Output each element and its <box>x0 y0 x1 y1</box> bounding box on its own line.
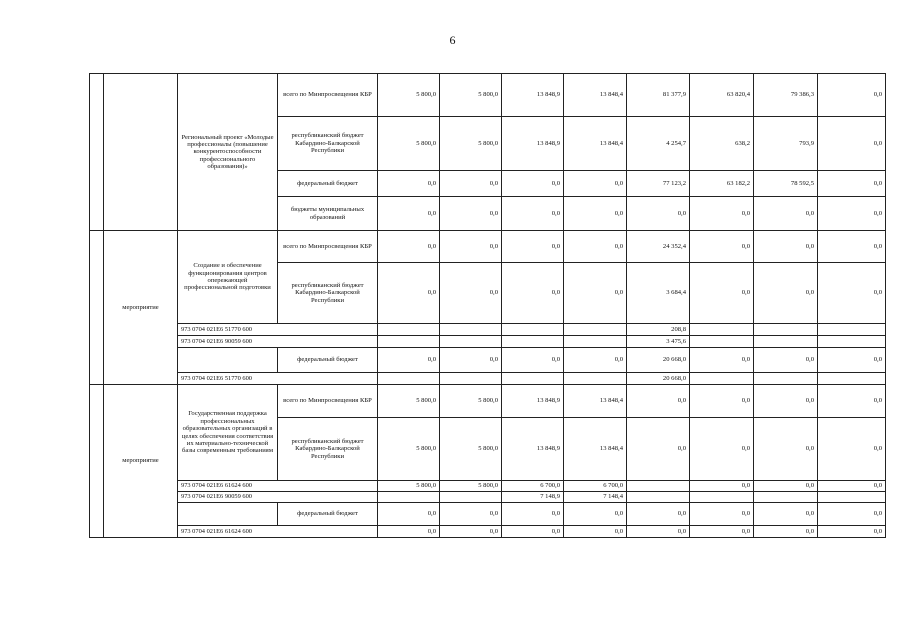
amount-cell: 0,0 <box>690 503 754 526</box>
amount-cell: 0,0 <box>502 231 564 263</box>
amount-cell: 0,0 <box>754 263 818 324</box>
amount-cell: 13 848,4 <box>564 385 627 418</box>
amount-cell: 0,0 <box>627 385 690 418</box>
table-row <box>90 348 886 373</box>
amount-cell: 0,0 <box>502 526 564 538</box>
amount-cell: 0,0 <box>378 263 440 324</box>
amount-cell: 0,0 <box>564 526 627 538</box>
activity-type-cell: мероприятие <box>104 231 178 385</box>
amount-cell: 0,0 <box>378 503 440 526</box>
activity-type-cell: мероприятие <box>104 385 178 538</box>
amount-cell: 0,0 <box>818 385 886 418</box>
amount-cell: 13 848,4 <box>564 418 627 481</box>
amount-cell: 13 848,4 <box>564 74 627 117</box>
amount-cell <box>818 336 886 348</box>
amount-cell: 0,0 <box>440 197 502 231</box>
table-row <box>90 324 886 336</box>
amount-cell: 20 668,0 <box>627 373 690 385</box>
funding-source-cell: всего по Минпросвещения КБР <box>278 385 378 418</box>
amount-cell: 0,0 <box>754 503 818 526</box>
amount-cell <box>754 492 818 503</box>
amount-cell: 0,0 <box>378 197 440 231</box>
amount-cell: 0,0 <box>378 171 440 197</box>
amount-cell: 13 848,4 <box>564 117 627 171</box>
budget-code-cell: 973 0704 021Е6 51770 600 <box>178 373 378 385</box>
empty-name-cell <box>178 503 278 526</box>
amount-cell: 0,0 <box>627 197 690 231</box>
amount-cell: 0,0 <box>564 263 627 324</box>
amount-cell: 0,0 <box>440 171 502 197</box>
amount-cell <box>818 492 886 503</box>
table-row <box>90 336 886 348</box>
amount-cell: 5 800,0 <box>440 385 502 418</box>
amount-cell <box>690 492 754 503</box>
amount-cell: 63 182,2 <box>690 171 754 197</box>
amount-cell: 5 800,0 <box>440 117 502 171</box>
amount-cell: 0,0 <box>754 481 818 492</box>
amount-cell <box>690 336 754 348</box>
amount-cell: 20 668,0 <box>627 348 690 373</box>
budget-code-cell: 973 0704 021Е6 61624 600 <box>178 526 378 538</box>
amount-cell: 13 848,9 <box>502 385 564 418</box>
amount-cell <box>627 481 690 492</box>
activity-name-cell: Создание и обеспечение функционирования центров опережающей профессиональной подготовки <box>178 231 278 324</box>
table-row <box>90 492 886 503</box>
amount-cell: 0,0 <box>754 197 818 231</box>
amount-cell <box>564 373 627 385</box>
amount-cell: 7 148,9 <box>502 492 564 503</box>
amount-cell <box>440 336 502 348</box>
amount-cell: 0,0 <box>502 348 564 373</box>
amount-cell: 0,0 <box>690 197 754 231</box>
amount-cell: 6 700,0 <box>502 481 564 492</box>
amount-cell: 0,0 <box>502 263 564 324</box>
amount-cell: 81 377,9 <box>627 74 690 117</box>
amount-cell <box>502 373 564 385</box>
amount-cell: 63 820,4 <box>690 74 754 117</box>
amount-cell: 13 848,9 <box>502 74 564 117</box>
amount-cell <box>440 492 502 503</box>
activity-type-cell <box>104 74 178 231</box>
amount-cell: 0,0 <box>690 231 754 263</box>
table-row <box>90 503 886 526</box>
amount-cell: 5 800,0 <box>378 385 440 418</box>
amount-cell: 0,0 <box>818 171 886 197</box>
amount-cell <box>690 324 754 336</box>
table-row <box>90 481 886 492</box>
amount-cell: 0,0 <box>690 418 754 481</box>
amount-cell: 0,0 <box>818 74 886 117</box>
amount-cell: 0,0 <box>440 526 502 538</box>
amount-cell <box>754 324 818 336</box>
amount-cell: 0,0 <box>627 526 690 538</box>
amount-cell <box>502 336 564 348</box>
amount-cell: 0,0 <box>818 503 886 526</box>
funding-source-cell: федеральный бюджет <box>278 348 378 373</box>
table-row <box>90 385 886 418</box>
amount-cell: 0,0 <box>440 263 502 324</box>
amount-cell: 4 254,7 <box>627 117 690 171</box>
amount-cell: 0,0 <box>502 171 564 197</box>
amount-cell <box>754 336 818 348</box>
amount-cell: 0,0 <box>627 418 690 481</box>
table-row <box>90 526 886 538</box>
amount-cell <box>378 492 440 503</box>
amount-cell: 0,0 <box>378 526 440 538</box>
amount-cell: 5 800,0 <box>378 481 440 492</box>
amount-cell: 5 800,0 <box>378 74 440 117</box>
funding-source-cell: республиканский бюджет Кабардино-Балкарской Республики <box>278 263 378 324</box>
amount-cell: 24 352,4 <box>627 231 690 263</box>
amount-cell: 0,0 <box>690 385 754 418</box>
amount-cell: 0,0 <box>627 503 690 526</box>
amount-cell: 13 848,9 <box>502 418 564 481</box>
amount-cell: 0,0 <box>818 481 886 492</box>
funding-source-cell: республиканский бюджет Кабардино-Балкарской Республики <box>278 418 378 481</box>
amount-cell: 6 700,0 <box>564 481 627 492</box>
amount-cell <box>754 373 818 385</box>
amount-cell: 0,0 <box>818 231 886 263</box>
amount-cell <box>378 324 440 336</box>
amount-cell <box>440 373 502 385</box>
amount-cell: 5 800,0 <box>378 418 440 481</box>
amount-cell <box>690 373 754 385</box>
amount-cell: 0,0 <box>690 526 754 538</box>
amount-cell: 0,0 <box>564 197 627 231</box>
amount-cell: 0,0 <box>818 526 886 538</box>
left-margin-cell <box>90 385 104 538</box>
amount-cell: 0,0 <box>754 526 818 538</box>
funding-source-cell: всего по Минпросвещения КБР <box>278 231 378 263</box>
amount-cell: 5 800,0 <box>378 117 440 171</box>
activity-name-cell: Государственная поддержка профессиональных образовательных организаций в целях обеспечения соответствия их материально-технической базы современным требованиям <box>178 385 278 481</box>
funding-source-cell: федеральный бюджет <box>278 503 378 526</box>
left-margin-cell <box>90 74 104 231</box>
amount-cell: 5 800,0 <box>440 418 502 481</box>
budget-code-cell: 973 0704 021Е6 90059 600 <box>178 336 378 348</box>
amount-cell: 0,0 <box>502 503 564 526</box>
amount-cell: 0,0 <box>690 263 754 324</box>
amount-cell: 0,0 <box>564 171 627 197</box>
empty-name-cell <box>178 348 278 373</box>
amount-cell <box>818 324 886 336</box>
amount-cell: 13 848,9 <box>502 117 564 171</box>
amount-cell: 78 592,5 <box>754 171 818 197</box>
amount-cell: 638,2 <box>690 117 754 171</box>
budget-table <box>89 73 886 538</box>
table-row <box>90 74 886 117</box>
amount-cell: 5 800,0 <box>440 481 502 492</box>
amount-cell <box>564 324 627 336</box>
table-row <box>90 373 886 385</box>
amount-cell: 0,0 <box>754 231 818 263</box>
amount-cell: 0,0 <box>754 385 818 418</box>
amount-cell: 793,9 <box>754 117 818 171</box>
amount-cell: 3 684,4 <box>627 263 690 324</box>
amount-cell: 7 148,4 <box>564 492 627 503</box>
amount-cell: 0,0 <box>818 197 886 231</box>
amount-cell: 0,0 <box>818 418 886 481</box>
amount-cell: 77 123,2 <box>627 171 690 197</box>
amount-cell: 0,0 <box>378 348 440 373</box>
amount-cell: 0,0 <box>690 481 754 492</box>
funding-source-cell: федеральный бюджет <box>278 171 378 197</box>
amount-cell: 0,0 <box>690 348 754 373</box>
amount-cell: 3 475,6 <box>627 336 690 348</box>
table-row <box>90 231 886 263</box>
amount-cell: 208,8 <box>627 324 690 336</box>
budget-code-cell: 973 0704 021Е6 51770 600 <box>178 324 378 336</box>
amount-cell: 0,0 <box>564 231 627 263</box>
amount-cell: 0,0 <box>754 348 818 373</box>
amount-cell: 0,0 <box>502 197 564 231</box>
amount-cell: 0,0 <box>564 503 627 526</box>
amount-cell: 5 800,0 <box>440 74 502 117</box>
activity-name-cell: Региональный проект «Молодые профессионалы (повышение конкурентоспособности профессионального образования)» <box>178 74 278 231</box>
funding-source-cell: всего по Минпросвещения КБР <box>278 74 378 117</box>
amount-cell: 79 386,3 <box>754 74 818 117</box>
amount-cell <box>440 324 502 336</box>
amount-cell <box>818 373 886 385</box>
amount-cell <box>378 336 440 348</box>
page-number: 6 <box>449 33 456 47</box>
amount-cell <box>502 324 564 336</box>
budget-code-cell: 973 0704 021Е6 61624 600 <box>178 481 378 492</box>
amount-cell <box>627 492 690 503</box>
funding-source-cell: республиканский бюджет Кабардино-Балкарской Республики <box>278 117 378 171</box>
amount-cell: 0,0 <box>818 117 886 171</box>
amount-cell: 0,0 <box>818 348 886 373</box>
amount-cell: 0,0 <box>754 418 818 481</box>
amount-cell <box>378 373 440 385</box>
budget-table-body <box>90 74 886 538</box>
amount-cell <box>564 336 627 348</box>
amount-cell: 0,0 <box>818 263 886 324</box>
amount-cell: 0,0 <box>378 231 440 263</box>
left-margin-cell <box>90 231 104 385</box>
amount-cell: 0,0 <box>440 231 502 263</box>
budget-code-cell: 973 0704 021Е6 90059 600 <box>178 492 378 503</box>
amount-cell: 0,0 <box>440 503 502 526</box>
amount-cell: 0,0 <box>440 348 502 373</box>
funding-source-cell: бюджеты муниципальных образований <box>278 197 378 231</box>
amount-cell: 0,0 <box>564 348 627 373</box>
